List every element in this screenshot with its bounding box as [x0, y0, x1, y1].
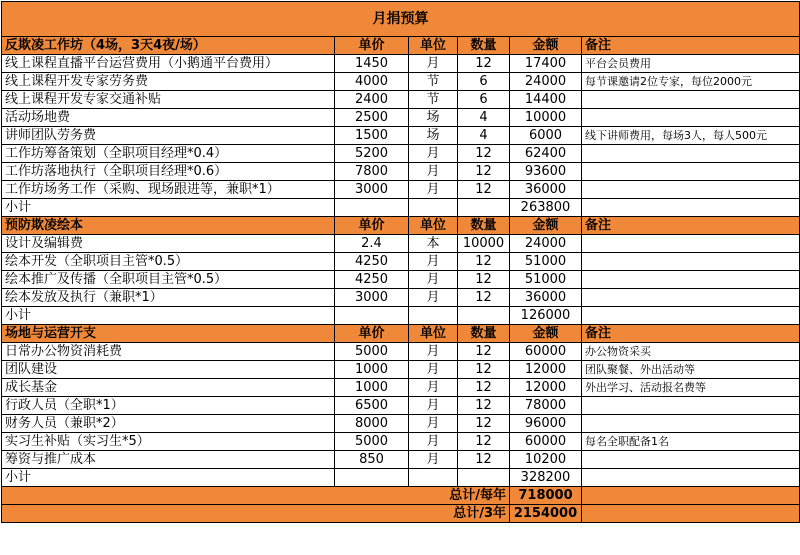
price-cell: 7800	[335, 163, 409, 181]
qty-cell: 12	[458, 253, 510, 271]
note-cell: 每节课邀请2位专家，每位2000元	[582, 73, 800, 91]
amount-cell: 12000	[510, 379, 582, 397]
item-cell: 绘本推广及传播（全职项目主管*0.5）	[2, 271, 335, 289]
section-name: 场地与运营开支	[2, 325, 335, 343]
unit-cell: 本	[409, 235, 458, 253]
item-cell: 工作坊落地执行（全职项目经理*0.6）	[2, 163, 335, 181]
unit-cell: 月	[409, 271, 458, 289]
qty-cell: 12	[458, 145, 510, 163]
amount-cell: 60000	[510, 433, 582, 451]
item-cell: 线上课程开发专家交通补贴	[2, 91, 335, 109]
item-cell: 工作坊场务工作（采购、现场跟进等，兼职*1）	[2, 181, 335, 199]
table-row	[2, 109, 800, 127]
item-cell: 日常办公物资消耗费	[2, 343, 335, 361]
item-cell: 活动场地费	[2, 109, 335, 127]
item-cell: 工作坊筹备策划（全职项目经理*0.4）	[2, 145, 335, 163]
section-header-row	[2, 37, 800, 55]
amount-cell: 17400	[510, 55, 582, 73]
subtotal-row	[2, 307, 800, 325]
note-cell: 团队聚餐、外出活动等	[582, 361, 800, 379]
amount-cell: 24000	[510, 73, 582, 91]
table-row	[2, 397, 800, 415]
note-cell: 线下讲师费用，每场3人，每人500元	[582, 127, 800, 145]
table-row	[2, 343, 800, 361]
item-cell: 设计及编辑费	[2, 235, 335, 253]
table-row	[2, 235, 800, 253]
item-cell: 线上课程开发专家劳务费	[2, 73, 335, 91]
total-label: 总计/每年	[2, 487, 510, 505]
table-row	[2, 55, 800, 73]
total-row	[2, 505, 800, 523]
section-header-row	[2, 325, 800, 343]
table-row	[2, 145, 800, 163]
item-cell: 团队建设	[2, 361, 335, 379]
note-cell	[582, 181, 800, 199]
section-name: 反欺凌工作坊（4场，3天4夜/场）	[2, 37, 335, 55]
qty-cell: 12	[458, 379, 510, 397]
column-header: 数量	[458, 217, 510, 235]
table-row	[2, 379, 800, 397]
subtotal-amount: 328200	[510, 469, 582, 487]
amount-cell: 36000	[510, 289, 582, 307]
empty-cell	[582, 487, 800, 505]
subtotal-label: 小计	[2, 307, 335, 325]
qty-cell: 4	[458, 127, 510, 145]
unit-cell: 月	[409, 343, 458, 361]
column-header: 金额	[510, 37, 582, 55]
note-cell	[582, 253, 800, 271]
item-cell: 财务人员（兼职*2）	[2, 415, 335, 433]
unit-cell: 月	[409, 253, 458, 271]
note-cell	[582, 91, 800, 109]
table-row	[2, 127, 800, 145]
unit-cell: 月	[409, 55, 458, 73]
table-row	[2, 271, 800, 289]
qty-cell: 12	[458, 289, 510, 307]
column-header: 单价	[335, 217, 409, 235]
price-cell: 3000	[335, 181, 409, 199]
item-cell: 筹资与推广成本	[2, 451, 335, 469]
amount-cell: 14400	[510, 91, 582, 109]
unit-cell: 月	[409, 397, 458, 415]
table-row	[2, 253, 800, 271]
qty-cell: 12	[458, 181, 510, 199]
price-cell: 4250	[335, 253, 409, 271]
qty-cell: 12	[458, 451, 510, 469]
column-header: 金额	[510, 217, 582, 235]
amount-cell: 62400	[510, 145, 582, 163]
empty-cell	[409, 307, 458, 325]
price-cell: 2400	[335, 91, 409, 109]
unit-cell: 场	[409, 127, 458, 145]
unit-cell: 月	[409, 361, 458, 379]
table-row	[2, 361, 800, 379]
empty-cell	[335, 469, 409, 487]
note-cell	[582, 145, 800, 163]
subtotal-amount: 126000	[510, 307, 582, 325]
empty-cell	[582, 469, 800, 487]
column-header: 备注	[582, 37, 800, 55]
column-header: 数量	[458, 325, 510, 343]
subtotal-row	[2, 469, 800, 487]
price-cell: 1500	[335, 127, 409, 145]
price-cell: 1450	[335, 55, 409, 73]
column-header: 单价	[335, 325, 409, 343]
qty-cell: 4	[458, 109, 510, 127]
empty-cell	[335, 307, 409, 325]
price-cell: 5000	[335, 343, 409, 361]
amount-cell: 10000	[510, 109, 582, 127]
amount-cell: 51000	[510, 253, 582, 271]
qty-cell: 6	[458, 73, 510, 91]
title-row	[2, 2, 800, 37]
unit-cell: 月	[409, 181, 458, 199]
empty-cell	[409, 199, 458, 217]
qty-cell: 12	[458, 271, 510, 289]
page-title: 月捐预算	[2, 2, 800, 37]
amount-cell: 24000	[510, 235, 582, 253]
amount-cell: 96000	[510, 415, 582, 433]
table-row	[2, 451, 800, 469]
subtotal-row	[2, 199, 800, 217]
total-amount: 718000	[510, 487, 582, 505]
section-header-row	[2, 217, 800, 235]
price-cell: 1000	[335, 379, 409, 397]
total-amount: 2154000	[510, 505, 582, 523]
column-header: 备注	[582, 325, 800, 343]
item-cell: 绘本开发（全职项目主管*0.5）	[2, 253, 335, 271]
unit-cell: 月	[409, 415, 458, 433]
note-cell	[582, 235, 800, 253]
price-cell: 3000	[335, 289, 409, 307]
unit-cell: 月	[409, 451, 458, 469]
note-cell: 办公物资采买	[582, 343, 800, 361]
amount-cell: 60000	[510, 343, 582, 361]
section-name: 预防欺凌绘本	[2, 217, 335, 235]
price-cell: 6500	[335, 397, 409, 415]
price-cell: 1000	[335, 361, 409, 379]
unit-cell: 月	[409, 163, 458, 181]
note-cell: 每名全职配备1名	[582, 433, 800, 451]
item-cell: 成长基金	[2, 379, 335, 397]
amount-cell: 51000	[510, 271, 582, 289]
item-cell: 绘本发放及执行（兼职*1）	[2, 289, 335, 307]
column-header: 单价	[335, 37, 409, 55]
table-row	[2, 289, 800, 307]
column-header: 单位	[409, 217, 458, 235]
note-cell	[582, 271, 800, 289]
price-cell: 4000	[335, 73, 409, 91]
empty-cell	[458, 469, 510, 487]
qty-cell: 12	[458, 343, 510, 361]
price-cell: 4250	[335, 271, 409, 289]
empty-cell	[582, 199, 800, 217]
qty-cell: 10000	[458, 235, 510, 253]
note-cell	[582, 163, 800, 181]
budget-table-body	[2, 2, 800, 523]
note-cell	[582, 109, 800, 127]
amount-cell: 36000	[510, 181, 582, 199]
table-row	[2, 73, 800, 91]
budget-table	[1, 1, 800, 523]
amount-cell: 78000	[510, 397, 582, 415]
item-cell: 行政人员（全职*1）	[2, 397, 335, 415]
note-cell: 平台会员费用	[582, 55, 800, 73]
note-cell	[582, 289, 800, 307]
qty-cell: 12	[458, 415, 510, 433]
table-row	[2, 181, 800, 199]
column-header: 单位	[409, 37, 458, 55]
column-header: 备注	[582, 217, 800, 235]
column-header: 单位	[409, 325, 458, 343]
qty-cell: 12	[458, 55, 510, 73]
unit-cell: 节	[409, 91, 458, 109]
column-header: 数量	[458, 37, 510, 55]
empty-cell	[409, 469, 458, 487]
amount-cell: 12000	[510, 361, 582, 379]
qty-cell: 12	[458, 361, 510, 379]
empty-cell	[582, 307, 800, 325]
unit-cell: 月	[409, 379, 458, 397]
table-row	[2, 91, 800, 109]
price-cell: 2.4	[335, 235, 409, 253]
column-header: 金额	[510, 325, 582, 343]
unit-cell: 月	[409, 433, 458, 451]
item-cell: 讲师团队劳务费	[2, 127, 335, 145]
note-cell	[582, 415, 800, 433]
subtotal-amount: 263800	[510, 199, 582, 217]
qty-cell: 12	[458, 163, 510, 181]
total-label: 总计/3年	[2, 505, 510, 523]
note-cell: 外出学习、活动报名费等	[582, 379, 800, 397]
table-row	[2, 433, 800, 451]
unit-cell: 月	[409, 289, 458, 307]
total-row	[2, 487, 800, 505]
unit-cell: 月	[409, 145, 458, 163]
amount-cell: 93600	[510, 163, 582, 181]
item-cell: 线上课程直播平台运营费用（小鹅通平台费用）	[2, 55, 335, 73]
amount-cell: 6000	[510, 127, 582, 145]
price-cell: 850	[335, 451, 409, 469]
qty-cell: 12	[458, 433, 510, 451]
qty-cell: 12	[458, 397, 510, 415]
price-cell: 2500	[335, 109, 409, 127]
subtotal-label: 小计	[2, 199, 335, 217]
unit-cell: 场	[409, 109, 458, 127]
empty-cell	[458, 307, 510, 325]
empty-cell	[582, 505, 800, 523]
table-row	[2, 163, 800, 181]
qty-cell: 6	[458, 91, 510, 109]
note-cell	[582, 397, 800, 415]
unit-cell: 节	[409, 73, 458, 91]
item-cell: 实习生补贴（实习生*5）	[2, 433, 335, 451]
price-cell: 5200	[335, 145, 409, 163]
note-cell	[582, 451, 800, 469]
table-row	[2, 415, 800, 433]
empty-cell	[458, 199, 510, 217]
amount-cell: 10200	[510, 451, 582, 469]
subtotal-label: 小计	[2, 469, 335, 487]
price-cell: 5000	[335, 433, 409, 451]
empty-cell	[335, 199, 409, 217]
price-cell: 8000	[335, 415, 409, 433]
